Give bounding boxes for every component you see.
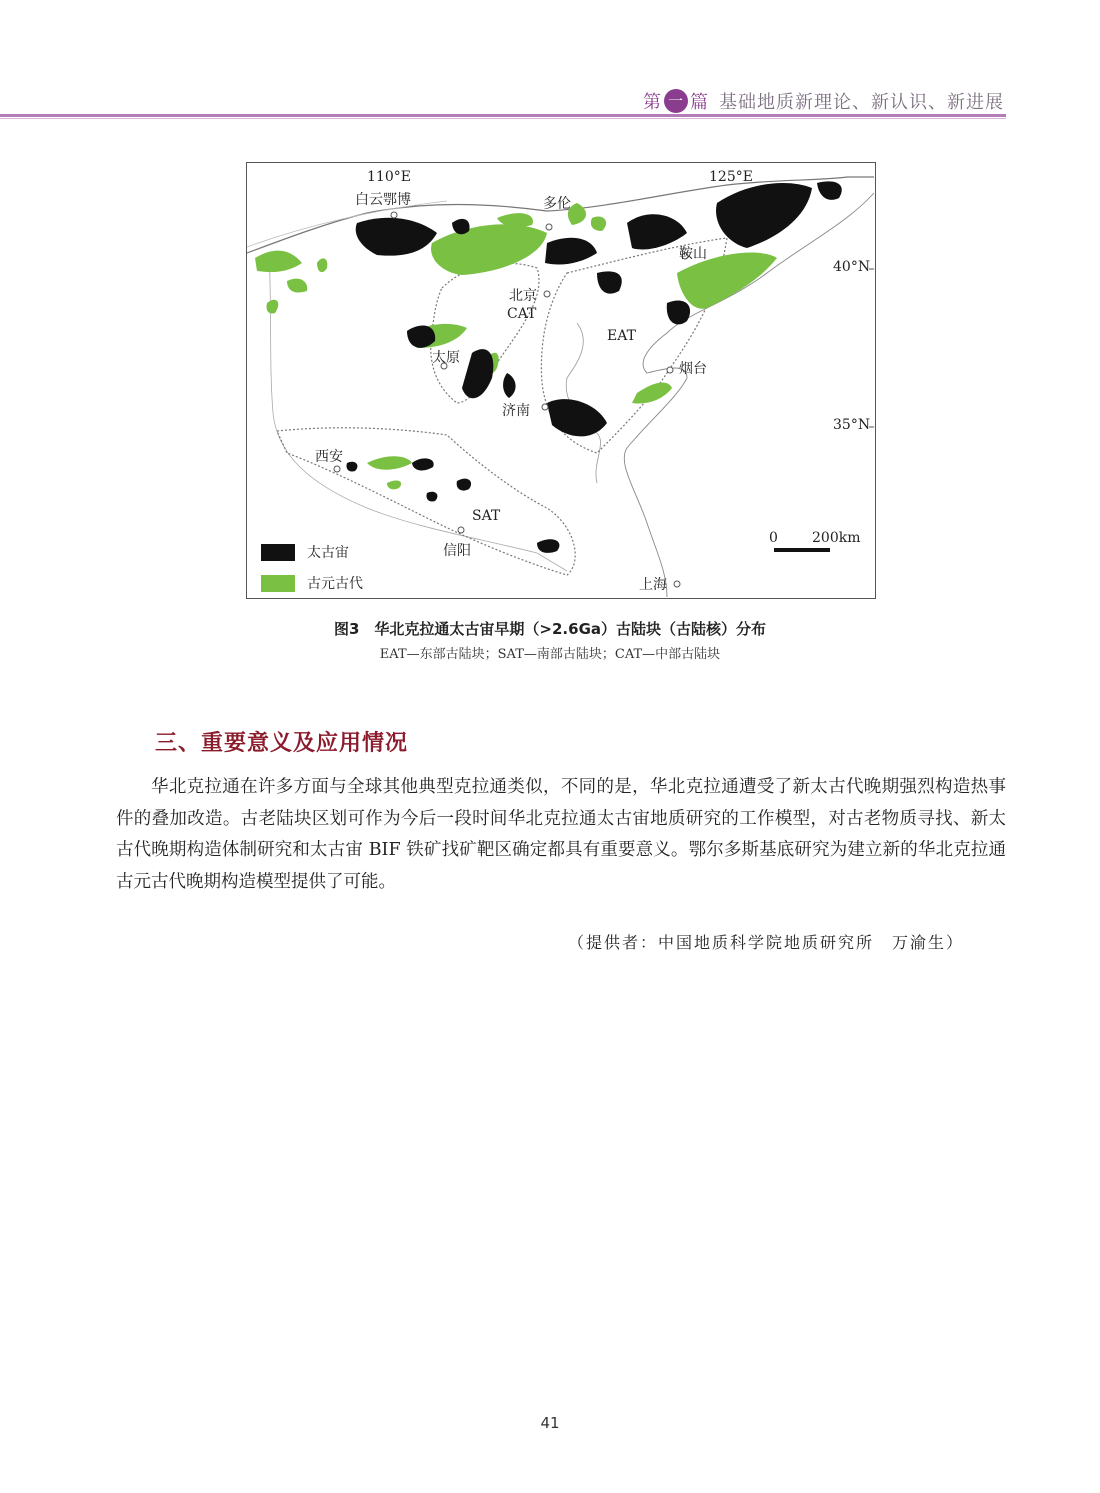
legend-label-paleoproterozoic: 古元古代 bbox=[307, 576, 363, 592]
label-beijing: 北京 bbox=[509, 288, 537, 304]
label-yantai: 烟台 bbox=[679, 361, 707, 377]
section-heading: 三、重要意义及应用情况 bbox=[155, 731, 409, 756]
label-35n: 35°N bbox=[833, 417, 871, 433]
page-header bbox=[0, 0, 1100, 125]
page-number: 41 bbox=[540, 1414, 560, 1432]
label-duolun: 多伦 bbox=[543, 196, 571, 212]
label-xian: 西安 bbox=[315, 449, 343, 465]
label-taiyuan: 太原 bbox=[432, 350, 460, 366]
part-title bbox=[643, 88, 1004, 114]
label-anshan: 鞍山 bbox=[679, 246, 707, 262]
figure-caption-note: EAT—东部古陆块；SAT—南部古陆块；CAT—中部古陆块 bbox=[379, 647, 721, 662]
label-40n: 40°N bbox=[833, 259, 871, 275]
label-sat: SAT bbox=[472, 508, 501, 524]
label-cat: CAT bbox=[507, 306, 537, 322]
scale-bar bbox=[774, 548, 830, 552]
figure-caption: 图3 华北克拉通太古宙早期（>2.6Ga）古陆块（古陆核）分布 bbox=[333, 620, 766, 638]
body-paragraph: 华北克拉通在许多方面与全球其他典型克拉通类似，不同的是，华北克拉通遭受了新太古代晚期强烈构造热事件的叠加改造。古老陆块区划可作为今后一段时间华北克拉通太古宙地质研究的工作模型，对古老物质寻找、新太古代晚期构造体制研究和太古宙 BIF 铁矿找矿靶区确定都具有重要意义。鄂尔多斯基底研究为建立新的华北克拉通古元古代晚期构造模型提供了可能。 bbox=[116, 777, 1006, 892]
label-eat: EAT bbox=[607, 328, 636, 344]
legend-label-archean: 太古宙 bbox=[307, 545, 349, 561]
label-shanghai: 上海 bbox=[639, 577, 667, 593]
label-125e: 125°E bbox=[709, 169, 753, 185]
header-rule-thin bbox=[0, 118, 1006, 119]
part-subtitle: 基础地质新理论、新认识、新进展 bbox=[719, 92, 1004, 113]
part-number-badge: 一 bbox=[664, 89, 688, 113]
header-rule bbox=[0, 114, 1006, 117]
label-xinyang: 信阳 bbox=[443, 543, 471, 559]
legend-swatch-archean bbox=[261, 544, 295, 561]
map-drawing bbox=[247, 163, 874, 597]
part-suffix: 篇 bbox=[690, 92, 709, 113]
archean-areas bbox=[346, 181, 841, 553]
label-jinan: 济南 bbox=[502, 403, 530, 419]
label-110e: 110°E bbox=[367, 169, 411, 185]
legend-swatch-paleoproterozoic bbox=[261, 575, 295, 592]
label-baiyunebo: 白云鄂博 bbox=[355, 192, 411, 208]
geologic-map bbox=[246, 162, 876, 599]
scale-label-200km: 200km bbox=[812, 530, 861, 546]
contributor-credit: （提供者：中国地质科学院地质研究所 万渝生） bbox=[567, 933, 964, 952]
scale-label-zero: 0 bbox=[769, 530, 778, 546]
part-prefix: 第 bbox=[643, 92, 662, 113]
